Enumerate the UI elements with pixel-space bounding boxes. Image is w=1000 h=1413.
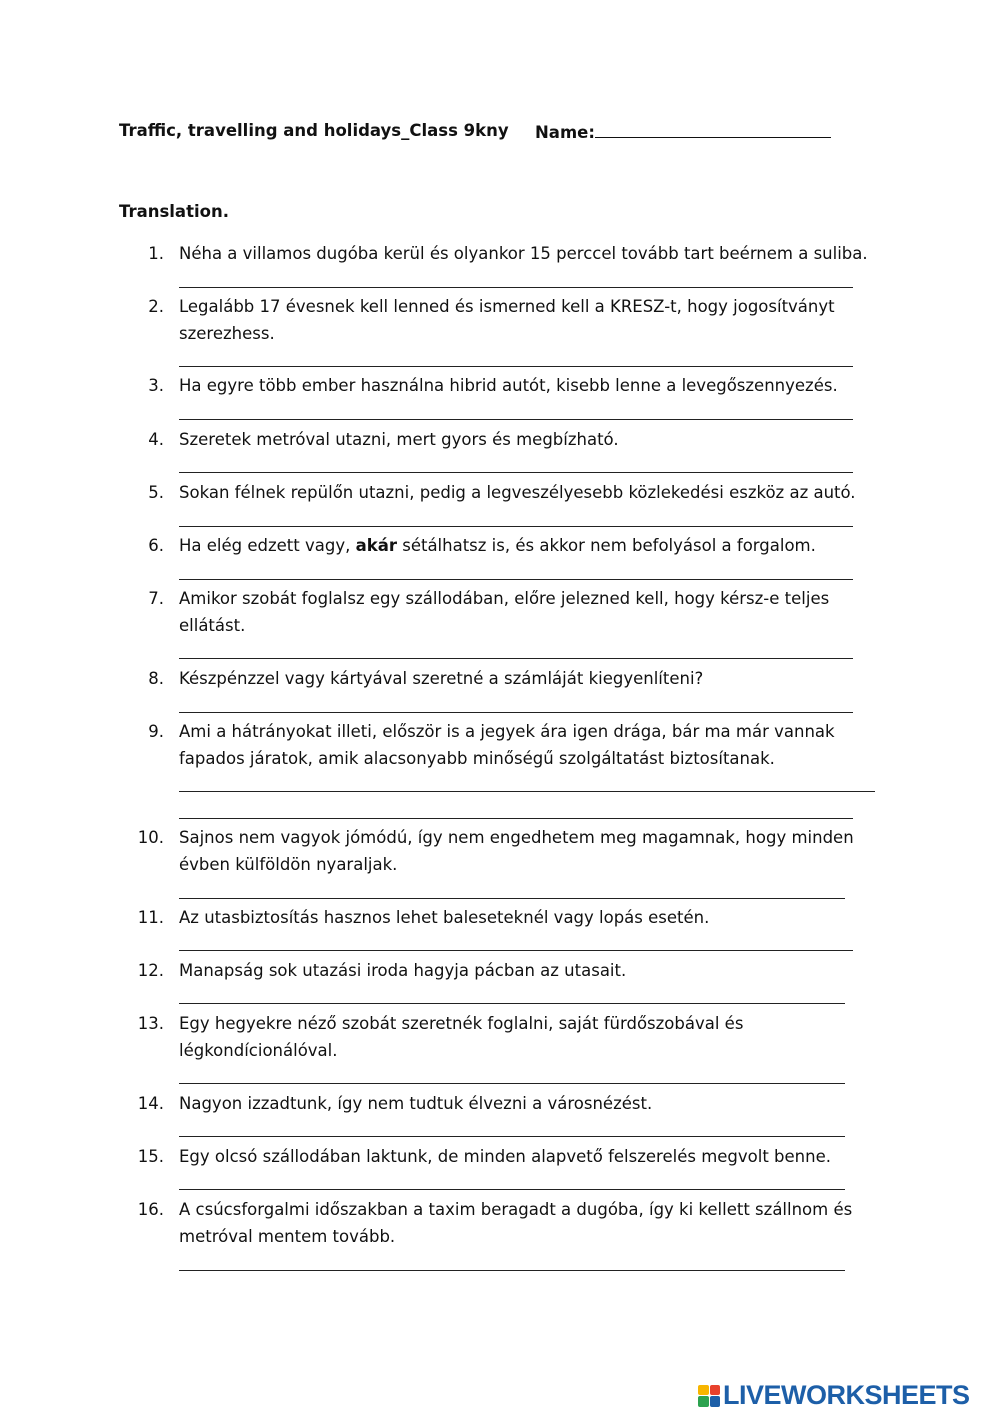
answer-line[interactable]	[179, 526, 853, 527]
item-number: 14.	[137, 1094, 164, 1113]
answer-line[interactable]	[179, 287, 853, 288]
item-number: 4.	[148, 430, 164, 449]
item-number: 10.	[137, 828, 164, 847]
answer-line[interactable]	[179, 1189, 845, 1190]
sentence-line: metróval mentem tovább.	[179, 1227, 396, 1246]
sentence-line: Manapság sok utazási iroda hagyja pácban az utasait.	[179, 961, 627, 980]
answer-line[interactable]	[179, 472, 853, 473]
item-sentence	[179, 293, 869, 347]
item-sentence	[179, 1090, 869, 1117]
answer-line[interactable]	[179, 1083, 845, 1084]
item-number: 13.	[137, 1014, 164, 1033]
answer-line[interactable]	[179, 579, 853, 580]
sentence-line: szerezhess.	[179, 324, 275, 343]
item-sentence	[179, 665, 869, 692]
item-number: 1.	[148, 244, 164, 263]
item-number: 16.	[137, 1200, 164, 1219]
answer-line[interactable]	[179, 1270, 845, 1271]
sentence-line: Legalább 17 évesnek kell lenned és ismerned kell a KRESZ-t, hogy jogosítványt	[179, 297, 835, 316]
sentence-line: fapados járatok, amik alacsonyabb minőségű szolgáltatást biztosítanak.	[179, 749, 775, 768]
item-sentence	[179, 1143, 869, 1170]
sentence-line: Sokan félnek repülőn utazni, pedig a legveszélyesebb közlekedési eszköz az autó.	[179, 483, 856, 502]
item-number: 11.	[137, 908, 164, 927]
sentence-line: ellátást.	[179, 616, 246, 635]
section-title: Translation.	[119, 202, 229, 221]
item-number: 9.	[148, 722, 164, 741]
answer-line[interactable]	[179, 419, 853, 420]
item-sentence	[179, 479, 869, 506]
item-sentence	[179, 585, 869, 639]
item-sentence	[179, 904, 869, 931]
sentence-line: Egy hegyekre néző szobát szeretnék foglalni, saját fürdőszobával és	[179, 1014, 744, 1033]
logo-square-4	[710, 1396, 721, 1407]
answer-line[interactable]	[179, 818, 853, 819]
emphasized-word: akár	[355, 536, 397, 555]
item-number: 2.	[148, 297, 164, 316]
sentence-part: sétálhatsz is, és akkor nem befolyásol a forgalom.	[396, 536, 816, 555]
item-sentence	[179, 1010, 869, 1064]
brand-text: LIVEWORKSHEETS	[723, 1380, 970, 1410]
answer-line[interactable]	[179, 712, 853, 713]
logo-square-3	[698, 1396, 709, 1407]
sentence-line: Sajnos nem vagyok jómódú, így nem engedhetem meg magamnak, hogy minden	[179, 828, 854, 847]
answer-line[interactable]	[179, 950, 853, 951]
item-number: 8.	[148, 669, 164, 688]
sentence-line: Néha a villamos dugóba kerül és olyankor 15 perccel tovább tart beérnem a suliba.	[179, 244, 868, 263]
item-sentence	[179, 426, 869, 453]
item-sentence	[179, 1196, 869, 1250]
sentence-part: Ha elég edzett vagy,	[179, 536, 356, 555]
sentence-line: Ha egyre több ember használna hibrid autót, kisebb lenne a levegőszennyezés.	[179, 376, 838, 395]
worksheet-title: Traffic, travelling and holidays_Class 9kny	[119, 121, 509, 140]
name-field	[535, 121, 831, 142]
liveworksheets-logo-icon	[698, 1385, 720, 1407]
sentence-line: évben külföldön nyaraljak.	[179, 855, 398, 874]
item-number: 3.	[148, 376, 164, 395]
logo-square-2	[710, 1385, 721, 1396]
item-sentence	[179, 957, 869, 984]
answer-line[interactable]	[179, 898, 845, 899]
item-number: 5.	[148, 483, 164, 502]
item-sentence	[179, 824, 869, 878]
sentence-line: Készpénzzel vagy kártyával szeretné a számláját kiegyenlíteni?	[179, 669, 704, 688]
answer-line[interactable]	[179, 658, 853, 659]
logo-square-1	[698, 1385, 709, 1396]
name-label: Name:	[535, 123, 595, 142]
item-sentence	[179, 372, 869, 399]
liveworksheets-branding	[698, 1380, 970, 1411]
sentence-line: A csúcsforgalmi időszakban a taxim beragadt a dugóba, így ki kellett szállnom és	[179, 1200, 853, 1219]
item-number: 6.	[148, 536, 164, 555]
item-sentence	[179, 240, 869, 267]
sentence-line	[179, 532, 869, 559]
answer-line[interactable]	[179, 791, 875, 792]
item-number: 15.	[137, 1147, 164, 1166]
sentence-line: Egy olcsó szállodában laktunk, de minden alapvető felszerelés megvolt benne.	[179, 1147, 831, 1166]
item-number: 12.	[137, 961, 164, 980]
sentence-line: Amikor szobát foglalsz egy szállodában, előre jelezned kell, hogy kérsz-e teljes	[179, 589, 830, 608]
sentence-line: légkondícionálóval.	[179, 1041, 338, 1060]
sentence-line: Az utasbiztosítás hasznos lehet baleseteknél vagy lopás esetén.	[179, 908, 710, 927]
sentence-line: Nagyon izzadtunk, így nem tudtuk élvezni a városnézést.	[179, 1094, 653, 1113]
item-number: 7.	[148, 589, 164, 608]
answer-line[interactable]	[179, 1136, 845, 1137]
name-blank-line[interactable]	[595, 121, 831, 138]
item-sentence	[179, 718, 869, 772]
sentence-line: Szeretek metróval utazni, mert gyors és megbízható.	[179, 430, 619, 449]
worksheet-header	[119, 121, 595, 142]
sentence-line: Ami a hátrányokat illeti, először is a jegyek ára igen drága, bár ma már vannak	[179, 722, 835, 741]
answer-line[interactable]	[179, 1003, 845, 1004]
answer-line[interactable]	[179, 366, 853, 367]
item-sentence	[179, 532, 869, 559]
